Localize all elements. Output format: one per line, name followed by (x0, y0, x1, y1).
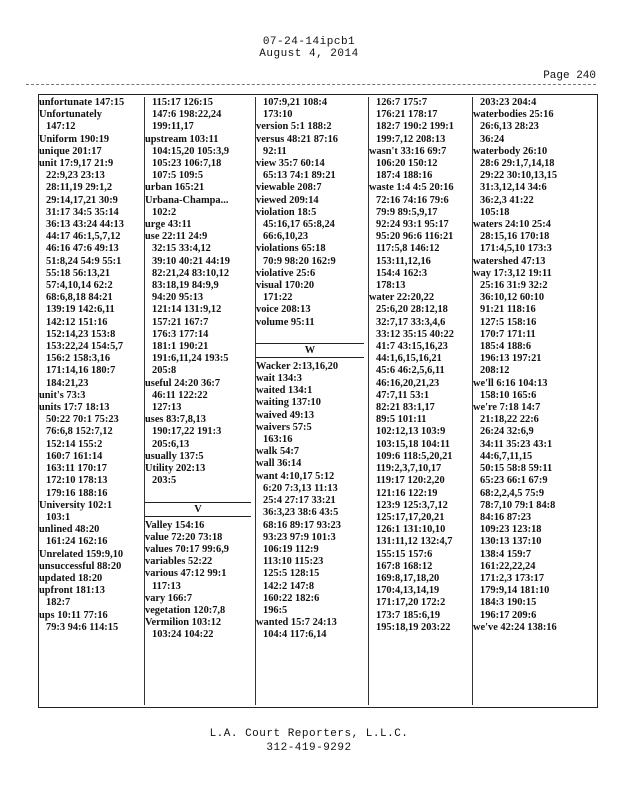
index-continuation: 36:2,3 41:22 (480, 194, 534, 206)
index-entry: Unrelated 159:9,10 (39, 548, 124, 560)
index-continuation: 45:6 46:2,5,6,11 (376, 365, 445, 377)
header-line-1: 07-24-14ipcb1 (262, 36, 356, 48)
index-entry: violations 65:18 (256, 243, 326, 255)
index-continuation: 82:21 83:1,17 (376, 402, 435, 414)
index-continuation: 139:19 142:6,11 (46, 304, 115, 316)
section-gap (145, 488, 255, 500)
index-continuation: 31:3,12,14 34:6 (480, 182, 547, 194)
index-continuation: 36:13 43:24 44:13 (46, 219, 124, 231)
index-continuation: 45:16,17 65:8,24 (263, 219, 335, 231)
index-entry: variables 52:22 (145, 556, 213, 568)
index-continuation: 79:3 94:6 114:15 (46, 621, 119, 633)
index-entry: wait 134:3 (256, 373, 302, 385)
index-entry: vary 166:7 (145, 592, 193, 604)
index-continuation: 107:5 109:5 (152, 170, 204, 182)
index-entry: uses 83:7,8,13 (145, 414, 206, 426)
index-box (38, 94, 598, 708)
index-continuation: 32:15 33:4,12 (152, 243, 211, 255)
index-continuation: 102:12,13 103:9 (376, 426, 446, 438)
index-continuation: 155:15 157:6 (376, 548, 433, 560)
index-continuation: 138:4 159:7 (480, 548, 532, 560)
index-continuation: 103:15,18 104:11 (376, 438, 450, 450)
index-entry: units 17:7 18:13 (39, 402, 110, 414)
index-continuation: 196:13 197:21 (480, 353, 542, 365)
index-continuation: 171:4,5,10 173:3 (480, 243, 552, 255)
index-continuation: 184:21,23 (46, 377, 89, 389)
index-continuation: 25:6,20 28:12,18 (376, 304, 448, 316)
index-continuation: 172:10 178:13 (46, 475, 108, 487)
index-continuation: 182:7 190:2 199:1 (376, 121, 454, 133)
index-continuation: 117:13 (152, 580, 181, 592)
section-gap (256, 329, 368, 341)
index-continuation: 68:16 89:17 93:23 (263, 519, 341, 531)
header-line-2: August 4, 2014 (259, 48, 359, 60)
index-continuation: 205:6,13 (152, 438, 190, 450)
index-continuation: 199:11,17 (152, 121, 194, 133)
index-entry: we'll 6:16 104:13 (473, 377, 548, 389)
index-continuation: 161:24 162:16 (46, 536, 108, 548)
index-continuation: 50:15 58:8 59:11 (480, 463, 553, 475)
index-entry: unlined 48:20 (39, 524, 100, 536)
index-continuation: 190:17,22 191:3 (152, 426, 222, 438)
index-continuation: 46:16,20,21,23 (376, 377, 440, 389)
index-continuation: 36:24 (480, 133, 505, 145)
index-continuation: 179:16 188:16 (46, 487, 108, 499)
index-continuation: 41:7 43:15,16,23 (376, 341, 448, 353)
index-entry: wall 36:14 (256, 458, 302, 470)
index-continuation: 47:7,11 53:1 (376, 389, 430, 401)
index-continuation: 125:17,17,20,21 (376, 511, 445, 523)
index-continuation: 29:22 30:10,13,15 (480, 170, 558, 182)
index-entry: violation 18:5 (256, 206, 317, 218)
index-continuation: 70:9 98:20 162:9 (263, 255, 336, 267)
index-continuation: 92:11 (263, 145, 287, 157)
index-continuation: 79:9 89:5,9,17 (376, 206, 438, 218)
index-continuation: 93:23 97:9 101:3 (263, 531, 336, 543)
index-continuation: 21:18,22 22:6 (480, 414, 539, 426)
index-continuation: 105:18 (480, 206, 510, 218)
index-continuation: 103:24 104:22 (152, 629, 214, 641)
index-entry: upfront 181:13 (39, 585, 105, 597)
index-continuation: 109:6 118:5,20,21 (376, 450, 453, 462)
index-entry: waters 24:10 25:4 (473, 219, 551, 231)
index-entry: way 17:3,12 19:11 (473, 267, 552, 279)
index-entry: waited 134:1 (256, 385, 313, 397)
index-continuation: 187:4 188:16 (376, 170, 433, 182)
index-continuation: 32:7,17 33:3,4,6 (376, 316, 446, 328)
index-continuation: 131:11,12 132:4,7 (376, 536, 453, 548)
index-continuation: 203:23 204:4 (480, 97, 537, 108)
index-entry: wanted 15:7 24:13 (256, 617, 337, 629)
index-continuation: 157:21 167:7 (152, 316, 209, 328)
index-continuation: 179:9,14 181:10 (480, 585, 550, 597)
index-continuation: 191:6,11,24 193:5 (152, 353, 229, 365)
index-continuation: 29:14,17,21 30:9 (46, 194, 118, 206)
index-continuation: 44:6,7,11,15 (480, 450, 533, 462)
index-continuation: 105:23 106:7,18 (152, 158, 222, 170)
index-continuation: 109:23 123:18 (480, 524, 542, 536)
index-entry: volume 95:11 (256, 316, 315, 328)
index-entry: visual 170:20 (256, 280, 315, 292)
index-continuation: 50:22 70:1 75:23 (46, 414, 119, 426)
index-continuation: 152:14,23 153:8 (46, 328, 116, 340)
index-continuation: 171:22 (263, 292, 293, 304)
index-entry: view 35:7 60:14 (256, 158, 325, 170)
index-continuation: 107:9,21 108:4 (263, 97, 328, 108)
index-entry: we're 7:18 14:7 (473, 402, 541, 414)
index-continuation: 173:10 (263, 109, 293, 121)
index-continuation: 196:5 (263, 604, 288, 616)
index-continuation: 115:17 126:15 (152, 97, 213, 108)
index-entry: Utility 202:13 (145, 463, 206, 475)
index-continuation: 119:2,3,7,10,17 (376, 463, 442, 475)
index-continuation: 154:4 162:3 (376, 267, 428, 279)
index-continuation: 83:18,19 84:9,9 (152, 280, 219, 292)
index-continuation: 185:4 188:6 (480, 341, 532, 353)
index-entry: watershed 47:13 (473, 255, 546, 267)
index-continuation: 171:17,20 172:2 (376, 597, 446, 609)
index-entry: vegetation 120:7,8 (145, 604, 226, 616)
index-continuation: 163:11 170:17 (46, 463, 107, 475)
index-continuation: 46:11 122:22 (152, 389, 208, 401)
index-continuation: 152:14 155:2 (46, 438, 103, 450)
index-entry: upstream 103:11 (145, 133, 219, 145)
index-entry: Wacker 2:13,16,20 (256, 360, 339, 372)
index-entry: urge 43:11 (145, 219, 192, 231)
index-continuation: 126:1 131:10,10 (376, 524, 446, 536)
index-continuation: 121:14 131:9,12 (152, 304, 222, 316)
index-entry: Vermilion 103:12 (145, 617, 222, 629)
index-continuation: 156:2 158:3,16 (46, 353, 111, 365)
index-continuation: 147:6 198:22,24 (152, 109, 222, 121)
index-entry: unit 17:9,17 21:9 (39, 158, 114, 170)
index-entry: Unfortunately (39, 109, 102, 121)
index-continuation: 89:5 101:11 (376, 414, 427, 426)
index-continuation: 208:12 (480, 365, 510, 377)
header-divider (26, 84, 596, 85)
index-continuation: 181:1 190:21 (152, 341, 209, 353)
index-entry: Urbana-Champa... (145, 194, 229, 206)
index-entry: Valley 154:16 (145, 519, 205, 531)
index-continuation: 119:17 120:2,20 (376, 475, 445, 487)
index-entry: water 22:20,22 (369, 292, 435, 304)
index-continuation: 26:24 32:6,9 (480, 426, 534, 438)
index-continuation: 94:20 95:13 (152, 292, 204, 304)
index-continuation: 127:13 (152, 402, 182, 414)
letter-heading: V (145, 502, 251, 517)
index-continuation: 196:17 209:6 (480, 609, 537, 621)
footer-court-reporters: L.A. Court Reporters, L.L.C. (209, 728, 409, 740)
index-continuation: 28:15,16 170:18 (480, 231, 550, 243)
index-continuation: 130:13 137:10 (480, 536, 542, 548)
index-continuation: 171:14,16 180:7 (46, 365, 116, 377)
index-entry: usually 137:5 (145, 450, 204, 462)
index-continuation: 203:5 (152, 475, 177, 487)
index-continuation: 170:7 171:11 (480, 328, 536, 340)
index-continuation: 26:6,13 28:23 (480, 121, 539, 133)
index-continuation: 147:12 (46, 121, 76, 133)
index-continuation: 199:7,12 208:13 (376, 133, 446, 145)
index-column-5 (472, 97, 598, 705)
index-continuation: 91:21 118:16 (480, 304, 536, 316)
index-entry: waiting 137:10 (256, 397, 321, 409)
index-entry: waivers 57:5 (256, 421, 312, 433)
index-continuation: 84:16 87:23 (480, 511, 532, 523)
index-continuation: 36:10,12 60:10 (480, 292, 545, 304)
index-entry: version 5:1 188:2 (256, 121, 332, 133)
index-continuation: 160:22 182:6 (263, 592, 320, 604)
index-continuation: 195:18,19 203:22 (376, 621, 451, 633)
index-entry: waterbody 26:10 (473, 145, 548, 157)
index-entry: voice 208:13 (256, 304, 311, 316)
index-continuation: 113:10 115:23 (263, 556, 324, 568)
index-continuation: 28:6 29:1,7,14,18 (480, 158, 555, 170)
index-entry: waterbodies 25:16 (473, 109, 554, 121)
index-continuation: 31:17 34:5 35:14 (46, 206, 119, 218)
index-continuation: 167:8 168:12 (376, 560, 433, 572)
index-continuation: 44:17 46:1,5,7,12 (46, 231, 121, 243)
index-continuation: 176:21 178:17 (376, 109, 438, 121)
index-continuation: 25:16 31:9 32:2 (480, 280, 548, 292)
index-entry: value 72:20 73:18 (145, 531, 223, 543)
index-column-3 (255, 97, 368, 705)
index-continuation: 66:6,10,23 (263, 231, 309, 243)
index-entry: updated 18:20 (39, 572, 103, 584)
index-entry: values 70:17 99:6,9 (145, 543, 229, 555)
index-continuation: 33:12 35:15 40:22 (376, 328, 454, 340)
index-continuation: 125:5 128:15 (263, 568, 320, 580)
index-continuation: 163:16 (263, 434, 293, 446)
index-entry: walk 54:7 (256, 446, 300, 458)
index-continuation: 153:22,24 154:5,7 (46, 341, 124, 353)
index-continuation: 25:4 27:17 33:21 (263, 495, 336, 507)
index-entry: urban 165:21 (145, 182, 205, 194)
index-continuation: 6:20 7:3,13 11:13 (263, 482, 338, 494)
footer-phone: 312-419-9292 (266, 742, 352, 754)
index-continuation: 104:4 117:6,14 (263, 629, 327, 641)
index-entry: viewed 209:14 (256, 194, 319, 206)
index-column-2 (144, 97, 255, 705)
index-continuation: 55:18 56:13,21 (46, 267, 111, 279)
index-continuation: 103:1 (46, 511, 71, 523)
index-continuation: 106:19 112:9 (263, 543, 319, 555)
page-label: Page 240 (543, 70, 596, 82)
index-entry: unfortunate 147:15 (39, 97, 125, 108)
index-entry: University 102:1 (39, 499, 113, 511)
index-continuation: 169:8,17,18,20 (376, 572, 440, 584)
index-continuation: 46:16 47:6 49:13 (46, 243, 119, 255)
index-continuation: 171:2,3 173:17 (480, 572, 545, 584)
index-continuation: 92:24 93:1 95:17 (376, 219, 449, 231)
index-continuation: 95:20 96:6 116:21 (376, 231, 454, 243)
index-continuation: 173:7 185:6,19 (376, 609, 441, 621)
index-continuation: 104:15,20 105:3,9 (152, 145, 230, 157)
index-continuation: 106:20 150:12 (376, 158, 438, 170)
index-continuation: 158:10 165:6 (480, 389, 537, 401)
index-continuation: 121:16 122:19 (376, 487, 438, 499)
index-continuation: 123:9 125:3,7,12 (376, 499, 448, 511)
index-continuation: 178:13 (376, 280, 406, 292)
index-continuation: 65:23 66:1 67:9 (480, 475, 548, 487)
letter-heading: W (256, 343, 364, 358)
index-continuation: 142:2 147:8 (263, 580, 315, 592)
index-continuation: 72:16 74:16 79:6 (376, 194, 449, 206)
index-continuation: 28:11,19 29:1,2 (46, 182, 113, 194)
index-continuation: 76:6,8 152:7,12 (46, 426, 113, 438)
index-continuation: 57:4,10,14 62:2 (46, 280, 113, 292)
index-continuation: 68:2,2,4,5 75:9 (480, 487, 545, 499)
index-continuation: 127:5 158:16 (480, 316, 537, 328)
index-continuation: 39:10 40:21 44:19 (152, 255, 230, 267)
index-continuation: 142:12 151:16 (46, 316, 108, 328)
index-entry: unit's 73:3 (39, 389, 86, 401)
index-entry: use 22:11 24:9 (145, 231, 208, 243)
index-continuation: 170:4,13,14,19 (376, 585, 440, 597)
index-continuation: 126:7 175:7 (376, 97, 428, 108)
index-continuation: 205:8 (152, 365, 177, 377)
index-entry: violative 25:6 (256, 267, 316, 279)
index-continuation: 82:21,24 83:10,12 (152, 267, 230, 279)
index-continuation: 51:8,24 54:9 55:1 (46, 255, 122, 267)
index-column-1 (39, 97, 143, 705)
index-continuation: 34:11 35:23 43:1 (480, 438, 553, 450)
index-continuation: 102:2 (152, 206, 177, 218)
index-continuation: 44:1,6,15,16,21 (376, 353, 442, 365)
index-entry: unsuccessful 88:20 (39, 560, 122, 572)
index-continuation: 182:7 (46, 597, 71, 609)
index-continuation: 161:22,22,24 (480, 560, 536, 572)
index-continuation: 36:3,23 38:6 43:5 (263, 507, 339, 519)
index-entry: we've 42:24 138:16 (473, 621, 557, 633)
index-entry: ups 10:11 77:16 (39, 609, 108, 621)
index-entry: want 4:10,17 5:12 (256, 470, 335, 482)
index-entry: viewable 208:7 (256, 182, 322, 194)
index-continuation: 153:11,12,16 (376, 255, 431, 267)
index-entry: wasn't 33:16 69:7 (369, 145, 447, 157)
index-continuation: 68:6,8,18 84:21 (46, 292, 113, 304)
index-entry: unique 201:17 (39, 145, 102, 157)
index-continuation: 22:9,23 23:13 (46, 170, 105, 182)
index-column-4 (368, 97, 472, 705)
index-entry: useful 24:20 36:7 (145, 377, 221, 389)
index-continuation: 160:7 161:14 (46, 450, 103, 462)
index-entry: versus 48:21 87:16 (256, 133, 338, 145)
index-entry: Uniform 190:19 (39, 133, 110, 145)
index-continuation: 65:13 74:1 89:21 (263, 170, 336, 182)
index-continuation: 78:7,10 79:1 84:8 (480, 499, 556, 511)
index-entry: waste 1:4 4:5 20:16 (369, 182, 454, 194)
index-continuation: 117:5,8 146:12 (376, 243, 440, 255)
index-entry: waived 49:13 (256, 409, 315, 421)
index-continuation: 184:3 190:15 (480, 597, 537, 609)
index-continuation: 176:3 177:14 (152, 328, 209, 340)
index-entry: various 47:12 99:1 (145, 568, 227, 580)
